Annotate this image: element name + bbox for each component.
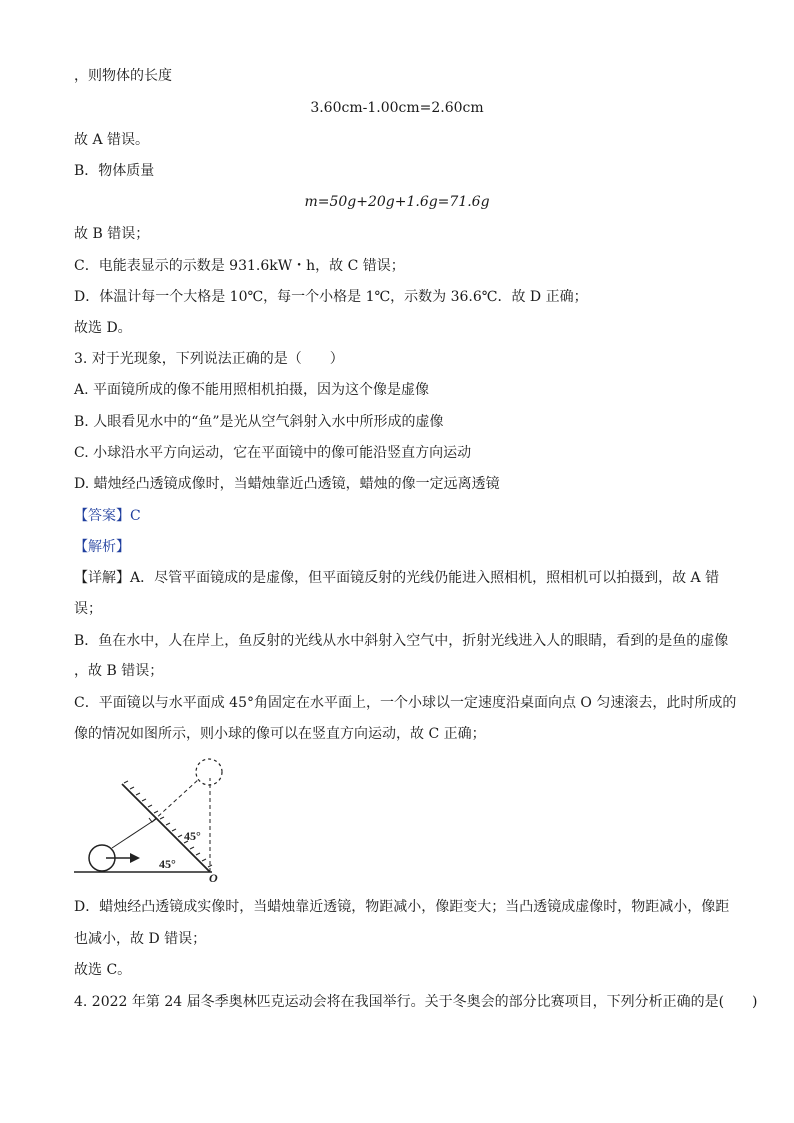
question-3-stem: 3. 对于光现象，下列说法正确的是（ ） <box>74 351 344 367</box>
question-4-stem: 4. 2022 年第 24 届冬季奥林匹克运动会将在我国举行。关于冬奥会的部分比赛项目，下列分析正确的是( ) <box>74 994 758 1010</box>
question-3-option-a: A. 平面镜所成的像不能用照相机拍摄，因为这个像是虚像 <box>74 382 430 398</box>
question-3-option-b: B. 人眼看见水中的“鱼”是光从空气斜射入水中所形成的虚像 <box>74 414 444 430</box>
answer-label: 【答案】C <box>74 508 141 524</box>
object-to-mirror-line <box>112 821 153 848</box>
equation-mass: m=50g+20g+1.6g=71.6g <box>304 194 490 210</box>
detail-b-line-2: ，故 B 错误； <box>74 663 164 679</box>
ball-image <box>196 759 222 785</box>
detail-b-line-1: B．鱼在水中，人在岸上，鱼反射的光线从水中斜射入空气中，折射光线进入人的眼睛，看到的是鱼的虚像 <box>74 633 729 649</box>
text-line-b-wrong: 故 B 错误； <box>74 226 150 242</box>
angle-label-upper: 45° <box>184 829 201 843</box>
angle-label-lower: 45° <box>159 857 176 871</box>
detail-c-line-2: 像的情况如图所示，则小球的像可以在竖直方向运动，故 C 正确； <box>74 726 486 742</box>
text-line-length-intro: ，则物体的长度 <box>74 68 172 84</box>
point-o-label: O <box>209 871 218 884</box>
text-line-c-meter: C．电能表显示的示数是 931.6kW・h，故 C 错误； <box>74 258 405 274</box>
text-line-a-wrong: 故 A 错误。 <box>74 132 150 148</box>
text-line-choose-c: 故选 C。 <box>74 962 132 978</box>
mirror-reflection-diagram <box>66 752 266 884</box>
question-3-option-d: D. 蜡烛经凸透镜成像时，当蜡烛靠近凸透镜，蜡烛的像一定远离透镜 <box>74 476 500 492</box>
detail-d-line-2: 也减小，故 D 错误； <box>74 931 207 947</box>
text-line-d-thermometer: D．体温计每一个大格是 10℃，每一个小格是 1℃，示数为 36.6℃．故 D 正确； <box>74 289 588 305</box>
question-3-option-c: C. 小球沿水平方向运动，它在平面镜中的像可能沿竖直方向运动 <box>74 445 472 461</box>
detail-d-line-1: D．蜡烛经凸透镜成实像时，当蜡烛靠近透镜，物距减小，像距变大；当凸透镜成虚像时，物距减小，像距 <box>74 899 730 915</box>
detail-a-line-2: 误； <box>74 601 102 617</box>
detail-a-line-1: 【详解】A．尽管平面镜成的是虚像，但平面镜反射的光线仍能进入照相机，照相机可以拍摄到，故 A 错 <box>74 570 720 586</box>
equation-length: 3.60cm-1.00cm=2.60cm <box>310 100 484 116</box>
mirror-to-image-line <box>153 779 199 821</box>
analysis-label: 【解析】 <box>74 539 130 555</box>
arrow-head <box>130 853 140 863</box>
mirror-hatching <box>124 781 212 867</box>
text-line-choose-d: 故选 D。 <box>74 320 132 336</box>
detail-c-line-1: C．平面镜以与水平面成 45°角固定在水平面上，一个小球以一定速度沿桌面向点 O 匀速滚去，此时所成的 <box>74 695 737 711</box>
text-line-b-mass: B．物体质量 <box>74 163 155 179</box>
